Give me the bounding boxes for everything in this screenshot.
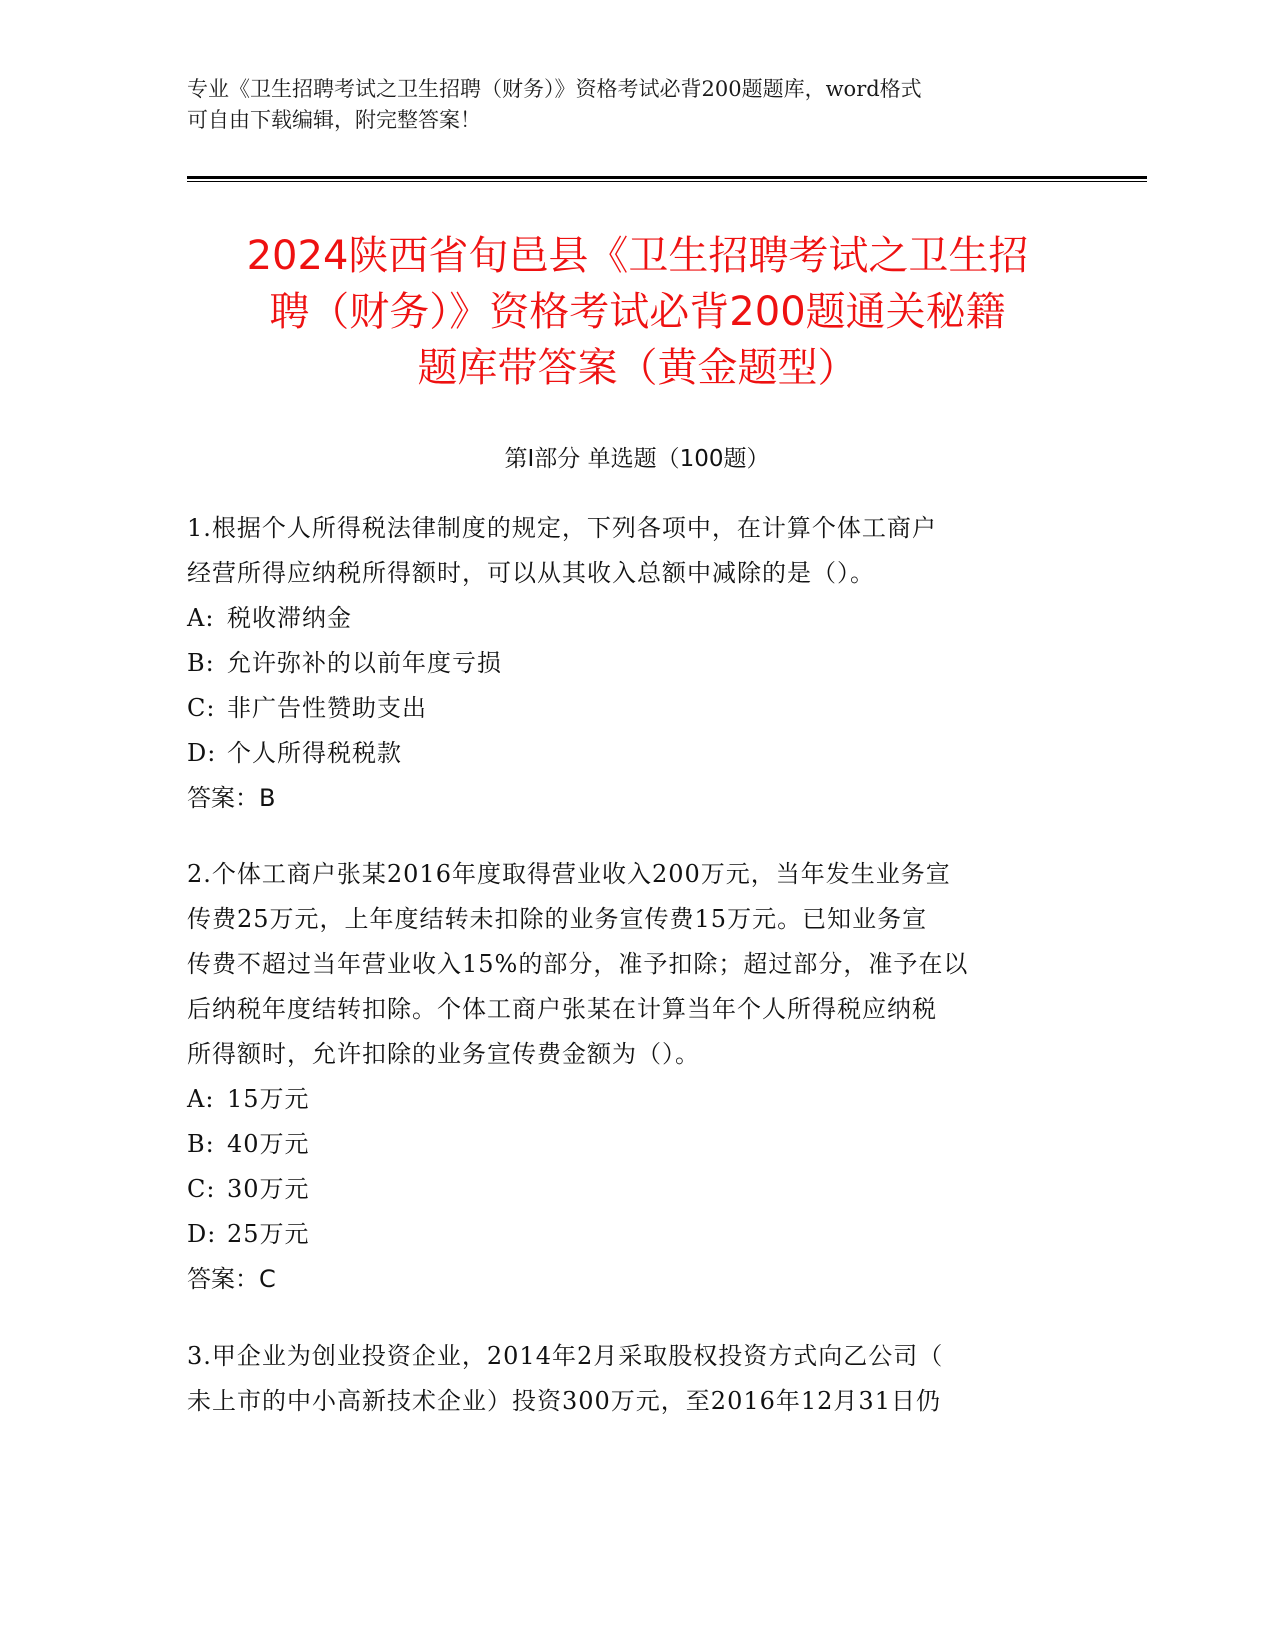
document-title — [150, 228, 1125, 396]
question-2 — [187, 852, 1087, 1302]
option-text: 30万元 — [227, 1175, 310, 1203]
header-divider-thick — [187, 176, 1147, 179]
question-line: 传费不超过当年营业收入15%的部分，准予扣除；超过部分，准予在以 — [187, 950, 969, 978]
header-note — [187, 74, 1087, 136]
header-note-line-1: 专业《卫生招聘考试之卫生招聘（财务）》资格考试必背200题题库，word格式 — [187, 77, 922, 101]
header-divider-thin — [187, 181, 1147, 182]
option-a — [187, 1077, 1087, 1122]
option-key: D: — [187, 739, 217, 767]
question-line: 未上市的中小高新技术企业）投资300万元，至2016年12月31日仍 — [187, 1387, 941, 1415]
option-text: 25万元 — [227, 1220, 310, 1248]
option-b — [187, 641, 1087, 686]
option-b — [187, 1122, 1087, 1167]
question-line: 2.个体工商户张某2016年度取得营业收入200万元，当年发生业务宣 — [187, 860, 951, 888]
title-line-2: 聘（财务）》资格考试必背200题通关秘籍 — [269, 289, 1006, 335]
question-line: 所得额时，允许扣除的业务宣传费金额为（）。 — [187, 1040, 700, 1068]
question-line: 3.甲企业为创业投资企业，2014年2月采取股权投资方式向乙公司（ — [187, 1342, 944, 1370]
option-d — [187, 731, 1087, 776]
option-key: B: — [187, 1130, 215, 1158]
option-text: 个人所得税税款 — [227, 739, 402, 767]
question-1 — [187, 506, 1087, 821]
option-text: 15万元 — [227, 1085, 310, 1113]
option-text: 税收滞纳金 — [227, 604, 352, 632]
option-a — [187, 596, 1087, 641]
option-key: C: — [187, 694, 216, 722]
option-key: B: — [187, 649, 215, 677]
option-key: D: — [187, 1220, 217, 1248]
question-line: 经营所得应纳税所得额时，可以从其收入总额中减除的是（）。 — [187, 559, 875, 587]
question-1-text — [187, 506, 1087, 596]
option-text: 非广告性赞助支出 — [227, 694, 427, 722]
question-2-answer: 答案：C — [187, 1265, 276, 1293]
option-c — [187, 686, 1087, 731]
question-1-answer: 答案：B — [187, 784, 276, 812]
title-line-1: 2024陕西省旬邑县《卫生招聘考试之卫生招 — [246, 233, 1029, 279]
question-2-text — [187, 852, 1087, 1077]
option-d — [187, 1212, 1087, 1257]
option-text: 40万元 — [227, 1130, 310, 1158]
header-note-line-2: 可自由下载编辑，附完整答案！ — [187, 108, 481, 132]
question-3 — [187, 1334, 1087, 1424]
option-key: C: — [187, 1175, 216, 1203]
question-3-text — [187, 1334, 1087, 1424]
question-line: 1.根据个人所得税法律制度的规定，下列各项中，在计算个体工商户 — [187, 514, 937, 542]
section-heading: 第Ⅰ部分 单选题（100题） — [504, 446, 770, 472]
option-text: 允许弥补的以前年度亏损 — [227, 649, 502, 677]
option-c — [187, 1167, 1087, 1212]
title-line-3: 题库带答案（黄金题型） — [417, 345, 858, 391]
option-key: A: — [187, 1085, 215, 1113]
question-line: 传费25万元，上年度结转未扣除的业务宣传费15万元。已知业务宣 — [187, 905, 928, 933]
option-key: A: — [187, 604, 215, 632]
question-line: 后纳税年度结转扣除。个体工商户张某在计算当年个人所得税应纳税 — [187, 995, 937, 1023]
